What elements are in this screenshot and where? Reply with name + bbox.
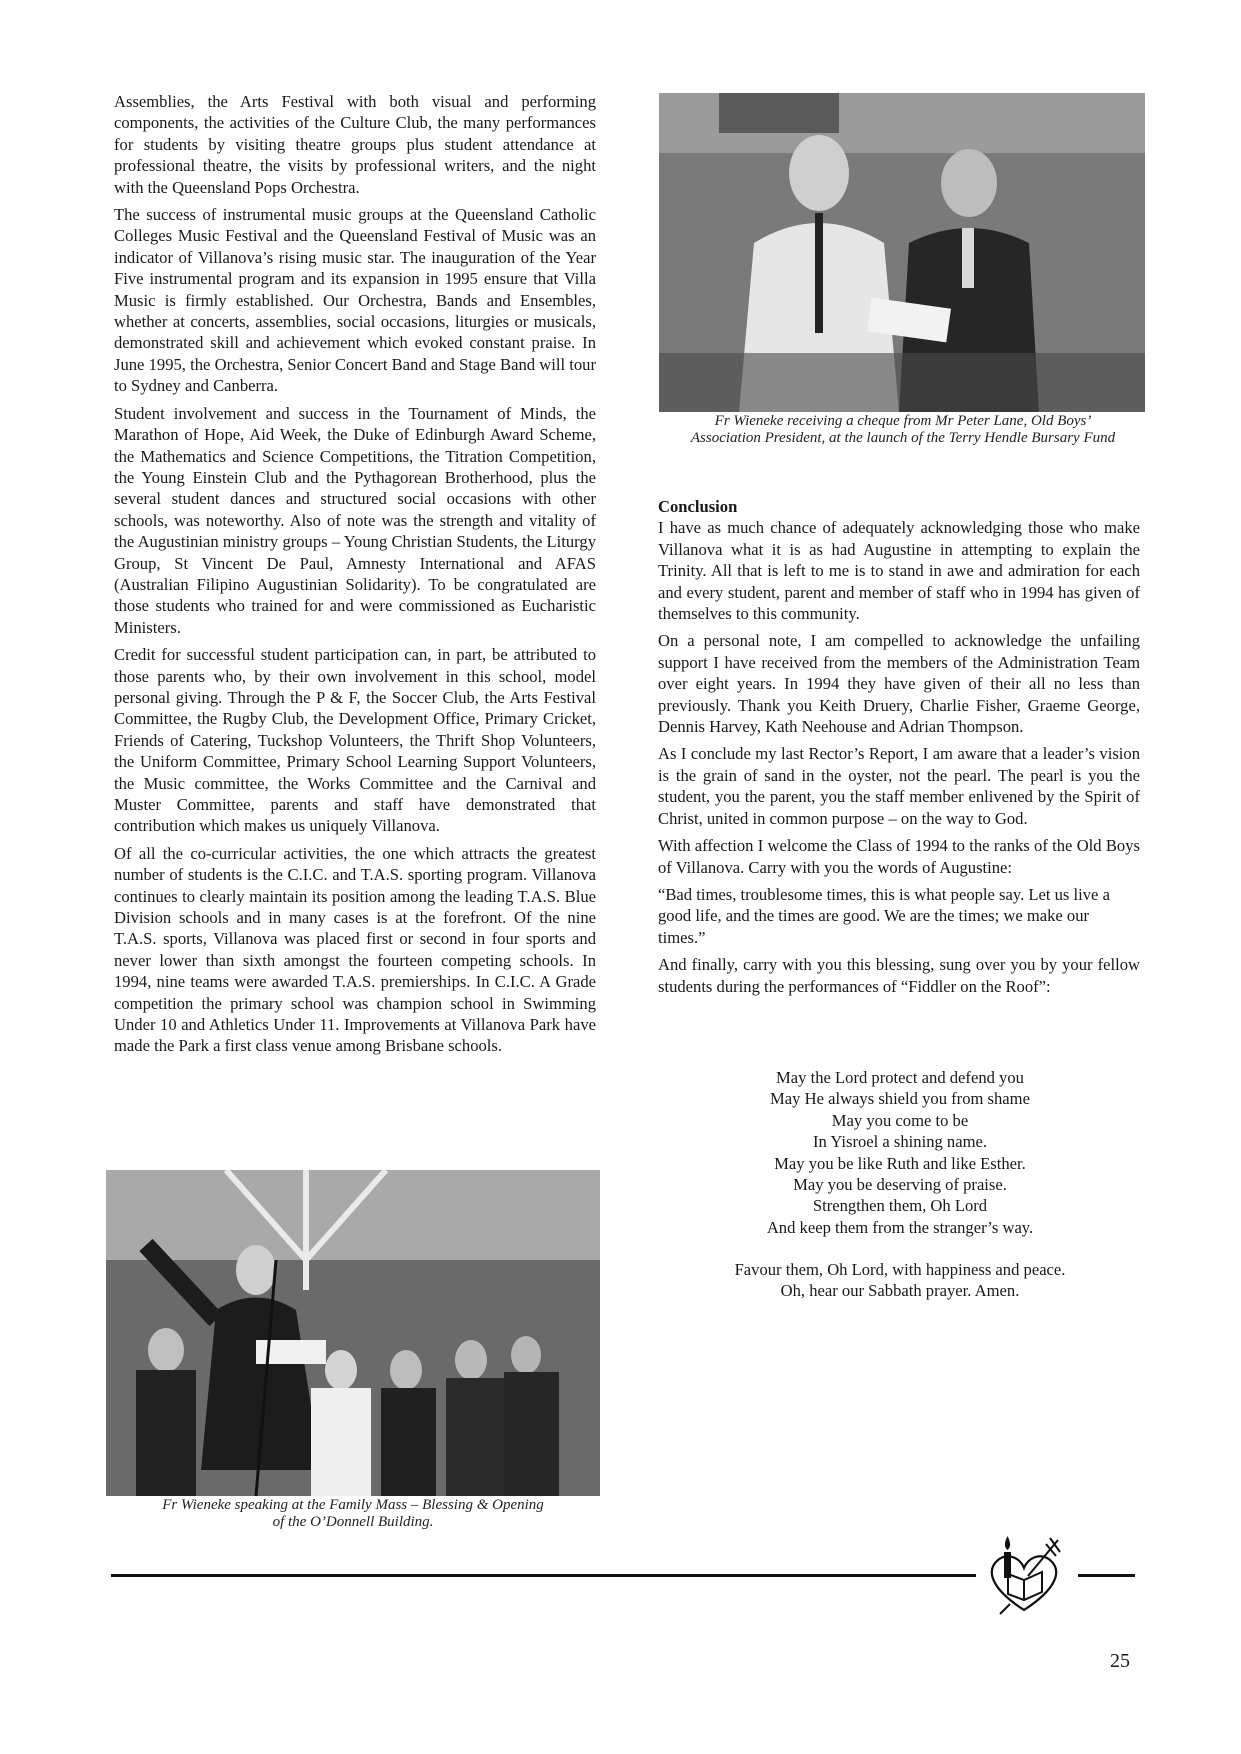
- footer-rule: [1078, 1574, 1135, 1577]
- poem-line: May you be deserving of praise.: [793, 1175, 1007, 1195]
- poem-line: May the Lord protect and defend you: [776, 1068, 1024, 1087]
- caption-line: Fr Wieneke receiving a cheque from Mr Peter Lane, Old Boys’: [714, 413, 1092, 429]
- caption-line: Fr Wieneke speaking at the Family Mass – Blessing & Opening: [162, 1497, 544, 1513]
- left-column: [114, 91, 596, 1063]
- body-paragraph: And finally, carry with you this blessing, sung over you by your fellow students during the performances of “Fiddler on the Roof”:: [658, 955, 1140, 996]
- body-paragraph: Credit for successful student participation can, in part, be attributed to those parents who, by their own involvement in this school, model personal giving. Through the P & F, the Soccer Club, the Arts Festival Committee, the Rugby Club, the Development Office, Primary Cricket, Friends of Catering, Tuckshop Volunteers, the Thrift Shop Volunteers, the Uniform Committee, Primary School Learning Support Volunteers, the Music committee, the Works Committee and the Carnival and Muster Committee, parents and staff have demonstrated that contribution which makes us uniquely Villanova.: [114, 645, 596, 836]
- poem-verse: [680, 1067, 1120, 1238]
- body-paragraph: The success of instrumental music groups at the Queensland Catholic Colleges Music Festival and the Queensland Festival of Music was an indicator of Villanova’s rising music star. The inauguration of the Year Five instrumental program and its expansion in 1995 ensure that Villa Music is firmly established. Our Orchestra, Bands and Ensembles, whether at concerts, assemblies, social occasions, liturgies or musicals, demonstrated skill and achievement which evoked constant praise. In June 1995, the Orchestra, Senior Concert Band and Stage Band will tour to Sydney and Canberra.: [114, 205, 596, 396]
- right-column: [658, 496, 1140, 1003]
- body-paragraph: As I conclude my last Rector’s Report, I am aware that a leader’s vision is the grain of sand in the oyster, not the pearl. The pearl is you the student, you the parent, you the staff member enlivened by the Spirit of Christ, united in common purpose – on the way to God.: [658, 744, 1140, 828]
- photo-mass-illustration: [106, 1170, 600, 1496]
- photo-mass-caption: [106, 1497, 600, 1531]
- poem-line: May He always shield you from shame: [770, 1089, 1030, 1109]
- poem-line: And keep them from the stranger’s way.: [766, 1217, 1034, 1237]
- photo-family-mass: [106, 1170, 600, 1496]
- poem-line: Strengthen them, Oh Lord: [812, 1196, 988, 1216]
- caption-line: Association President, at the launch of the Terry Hendle Bursary Fund: [690, 430, 1116, 446]
- poem-line: In Yisroel a shining name.: [812, 1132, 988, 1152]
- body-paragraph: I have as much chance of adequately acknowledging those who make Villanova what it is as had Augustine in attempting to explain the Trinity. All that is left to me is to stand in awe and admiration for each and every student, parent and member of staff who in 1994 has given of themselves to this community.: [658, 518, 1140, 624]
- page-number: 25: [1110, 1650, 1130, 1672]
- body-paragraph: Assemblies, the Arts Festival with both visual and performing components, the activities of the Culture Club, the many performances for students by visiting theatre groups plus student attendance at professional theatre, the visits by professional writers, and the night with the Queensland Pops Orchestra.: [114, 92, 596, 197]
- footer-rule: [111, 1574, 976, 1577]
- photo-cheque-illustration: [659, 93, 1145, 412]
- poem-line: Oh, hear our Sabbath prayer. Amen.: [780, 1281, 1020, 1301]
- augustine-quote: “Bad times, troublesome times, this is what people say. Let us live a good life, and the times are good. We are the times; we make our times.”: [658, 884, 1110, 947]
- caption-line: of the O’Donnell Building.: [272, 1514, 434, 1530]
- body-paragraph: On a personal note, I am compelled to acknowledge the unfailing support I have received from the members of the Administration Team over eight years. In 1994 they have given of their all no less than previously. Thank you Keith Druery, Charlie Fisher, Graeme George, Dennis Harvey, Kath Neehouse and Adrian Thompson.: [658, 631, 1140, 737]
- candle-book-heart-icon: [980, 1530, 1068, 1620]
- photo-cheque-caption: [650, 413, 1156, 447]
- poem-verse: [680, 1259, 1120, 1302]
- section-heading-conclusion: Conclusion: [658, 497, 738, 516]
- poem-line: May you be like Ruth and like Esther.: [774, 1153, 1026, 1173]
- body-paragraph: Student involvement and success in the Tournament of Minds, the Marathon of Hope, Aid Week, the Duke of Edinburgh Award Scheme, the Mathematics and Science Competitions, the Titration Competition, the Young Einstein Club and the Pythagorean Brotherhood, plus the several student dances and structured social occasions with other schools, was noteworthy. Also of note was the strength and vitality of the Augustinian ministry groups – Young Christian Students, the Liturgy Group, St Vincent De Paul, Amnesty International and AFAS (Australian Filipino Augustinian Solidarity). To be congratulated are those students who trained for and were commissioned as Eucharistic Ministers.: [114, 403, 596, 637]
- photo-cheque-presentation: [659, 93, 1145, 412]
- poem-line: May you come to be: [831, 1110, 969, 1130]
- body-paragraph: Of all the co-curricular activities, the one which attracts the greatest number of students is the C.I.C. and T.A.S. sporting program. Villanova continues to clearly maintain its position among the leading T.A.S. Blue Division schools and in many cases is at the forefront. Of the nine T.A.S. sports, Villanova was placed first or second in four sports and never lower than sixth amongst the fourteen competing schools. In 1994, nine teams were awarded T.A.S. premierships. In C.I.C. A Grade competition the primary school was champion school in Swimming Under 10 and Athletics Under 11. Improvements at Villanova Park have made the Park a first class venue among Brisbane schools.: [114, 843, 596, 1056]
- body-paragraph: With affection I welcome the Class of 1994 to the ranks of the Old Boys of Villanova. Carry with you the words of Augustine:: [658, 836, 1140, 877]
- poem-line: Favour them, Oh Lord, with happiness and peace.: [734, 1260, 1066, 1279]
